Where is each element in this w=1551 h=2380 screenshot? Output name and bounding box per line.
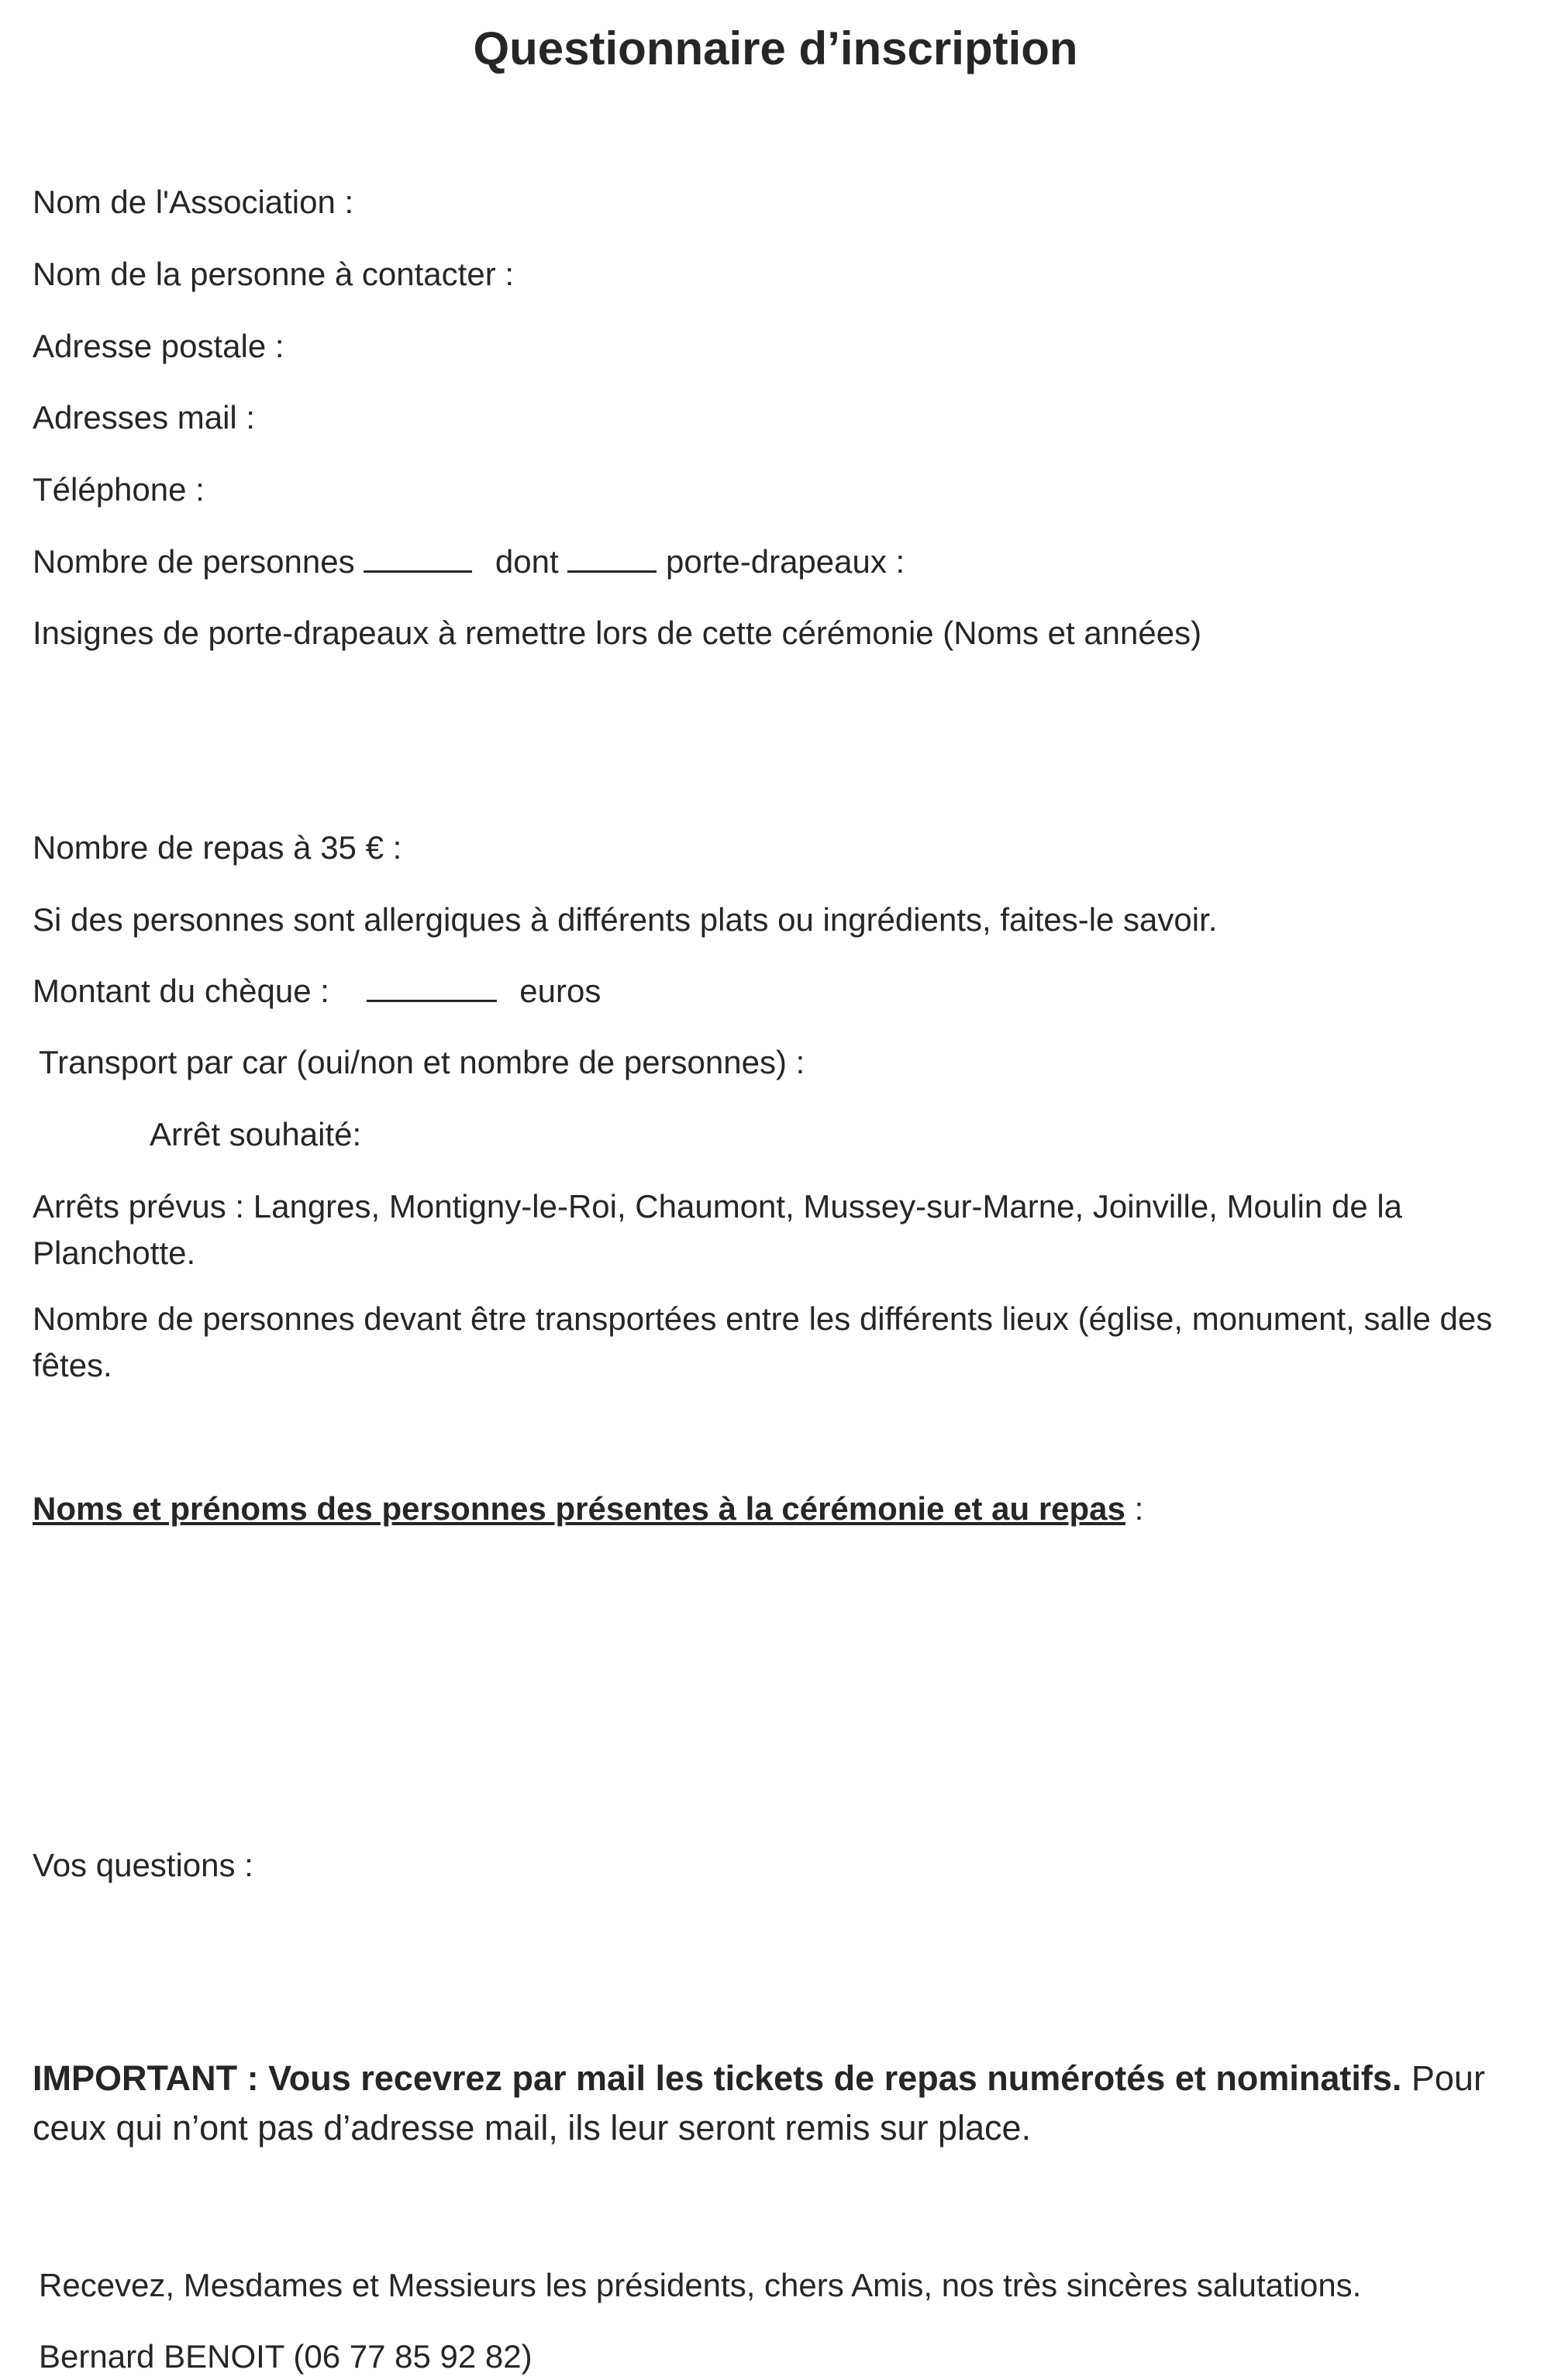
page-title: Questionnaire d’inscription [473,22,1078,74]
important-bold: IMPORTANT : Vous recevrez par mail les tickets de repas numérotés et nominatifs. [33,2058,1402,2098]
insignes-label: Insignes de porte-drapeaux à remettre lors de cette cérémonie (Noms et années) [33,615,1202,651]
flag-bearers-label: porte-drapeaux : [666,543,905,580]
names-colon: : [1125,1490,1144,1527]
stops-planned: Arrêts prévus : Langres, Montigny-le-Roi, Chaumont, Mussey-sur-Marne, Joinville, Moulin de la Planchotte. [33,1188,1403,1271]
meals-label: Nombre de repas à 35 € : [33,829,402,866]
phone-label: Téléphone : [33,471,205,508]
persons-label: Nombre de personnes [33,543,355,580]
cheque-line [33,969,601,1014]
important-note [33,2054,1521,2153]
persons-blank[interactable] [364,539,472,573]
dont-label: dont [495,543,559,580]
important-rest: Pour ceux qui n’ont pas d’adresse mail, ils leur seront remis sur place. [33,2058,1485,2148]
cheque-label: Montant du chèque : [33,973,329,1009]
cheque-blank[interactable] [367,969,497,1002]
transport-label: Transport par car (oui/non et nombre de personnes) : [39,1044,805,1080]
names-heading-line [33,1486,1143,1532]
association-label: Nom de l'Association : [33,184,354,220]
allergies-label: Si des personnes sont allergiques à différents plats ou ingrédients, faites-le savoir. [33,901,1218,938]
names-heading: Noms et prénoms des personnes présentes à la cérémonie et au repas [33,1490,1125,1527]
flag-bearers-blank[interactable] [567,539,657,573]
address-label: Adresse postale : [33,328,284,364]
stop-label: Arrêt souhaité: [150,1116,362,1152]
transported-label: Nombre de personnes devant être transportées entre les différents lieux (église, monument, salle des fêtes. [33,1300,1493,1383]
emails-label: Adresses mail : [33,399,256,436]
contact-label: Nom de la personne à contacter : [33,256,515,292]
questions-label: Vos questions : [33,1847,253,1883]
persons-line [33,539,905,585]
signature: Bernard BENOIT (06 77 85 92 82) [39,2338,533,2375]
euros-label: euros [519,973,601,1009]
closing: Recevez, Mesdames et Messieurs les présidents, chers Amis, nos très sincères salutations. [39,2267,1362,2303]
